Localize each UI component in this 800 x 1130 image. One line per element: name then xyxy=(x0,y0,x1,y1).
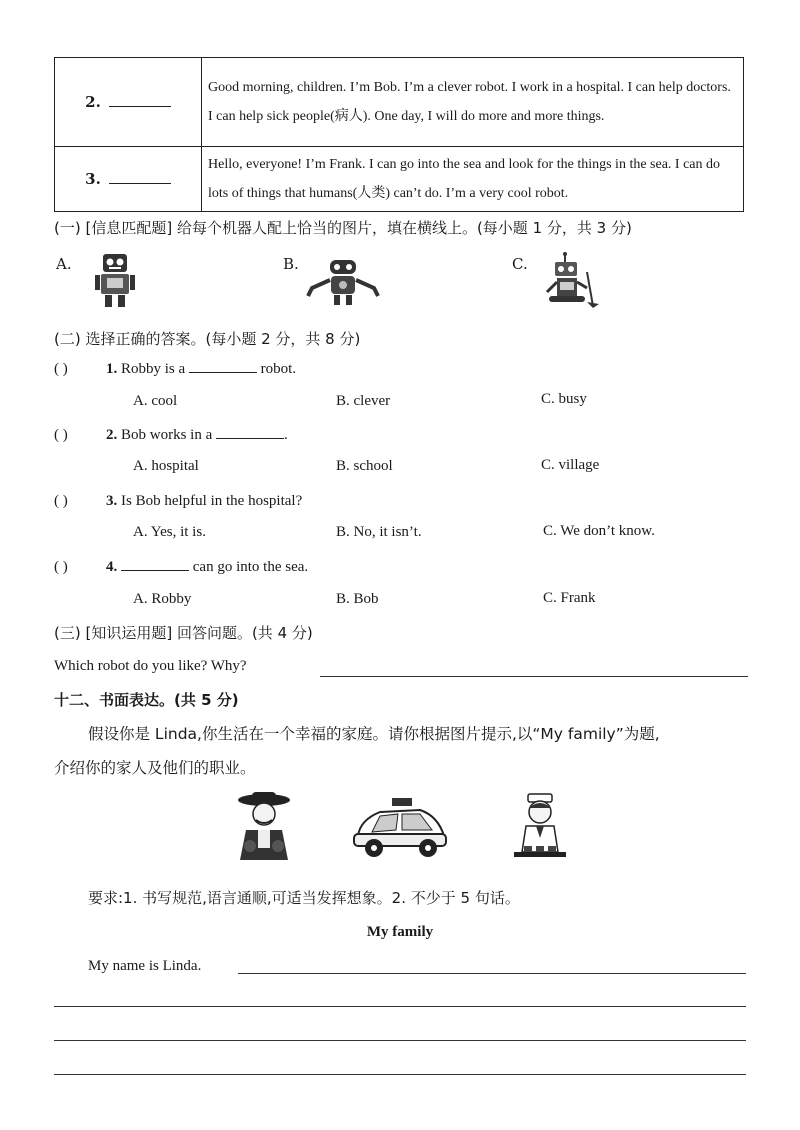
writing-line[interactable] xyxy=(54,1074,746,1075)
question-2: ( ) 2. Bob works in a . xyxy=(54,427,288,443)
writing-line[interactable] xyxy=(54,1040,746,1041)
option-4a[interactable]: A. Robby xyxy=(133,591,192,607)
essay-prompt-line1: 假设你是 Linda,你生活在一个幸福的家庭。请你根据图片提示,以“My family”为题, xyxy=(88,725,660,743)
question-1: ( ) 1. Robby is a robot. xyxy=(54,361,297,377)
answer-blank[interactable] xyxy=(109,171,171,184)
option-1c[interactable]: C. busy xyxy=(541,391,587,407)
row-number-cell xyxy=(55,58,202,147)
option-4c[interactable]: C. Frank xyxy=(543,590,596,606)
essay-requirements: 要求:1. 书写规范,语言通顺,可适当发挥想象。2. 不少于 5 句话。 xyxy=(88,889,520,907)
essay-prompt-line2: 介绍你的家人及他们的职业。 xyxy=(54,759,256,777)
robot-c-image xyxy=(543,252,599,308)
answer-blank[interactable] xyxy=(189,360,257,373)
answer-paren[interactable]: ( ) xyxy=(54,559,68,575)
answer-paren[interactable]: ( ) xyxy=(54,361,68,377)
writing-line[interactable] xyxy=(238,973,746,974)
row-number: 2. xyxy=(85,93,101,111)
answer-paren[interactable]: ( ) xyxy=(54,427,68,443)
waitress-picture xyxy=(510,792,570,864)
row-number: 3. xyxy=(85,170,101,188)
answer-blank[interactable] xyxy=(109,94,171,107)
question-3: ( ) 3. Is Bob helpful in the hospital? xyxy=(54,493,303,509)
essay-start: My name is Linda. xyxy=(88,958,202,974)
robot-a-image xyxy=(94,252,136,308)
option-2a[interactable]: A. hospital xyxy=(133,458,199,474)
section3-question: Which robot do you like? Why? xyxy=(54,658,247,674)
section2-title: (二) 选择正确的答案。(每小题 2 分，共 8 分) xyxy=(54,330,361,348)
option-3c[interactable]: C. We don’t know. xyxy=(543,523,655,539)
section1-title: (一) [信息匹配题] 给每个机器人配上恰当的图片，填在横线上。(每小题 1 分，共 3 分) xyxy=(54,219,632,237)
option-4b[interactable]: B. Bob xyxy=(336,591,379,607)
label-a: A. xyxy=(56,255,72,273)
answer-blank[interactable] xyxy=(216,426,284,439)
taxi-picture xyxy=(350,796,450,860)
answer-blank[interactable] xyxy=(121,558,189,571)
label-c: C. xyxy=(512,255,528,273)
option-3b[interactable]: B. No, it isn’t. xyxy=(336,524,422,540)
option-1b[interactable]: B. clever xyxy=(336,393,391,409)
section3-title: (三) [知识运用题] 回答问题。(共 4 分) xyxy=(54,624,313,642)
section12-title: 十二、书面表达。(共 5 分) xyxy=(54,691,239,709)
robot-b-image xyxy=(306,258,380,306)
option-2c[interactable]: C. village xyxy=(541,457,600,473)
passage-text: Good morning, children. I’m Bob. I’m a clever robot. I work in a hospital. I can help doctors. I can help sick people(病人). One day, I will do more and more things. xyxy=(202,58,744,147)
table-row xyxy=(55,58,744,147)
option-3a[interactable]: A. Yes, it is. xyxy=(133,524,206,540)
option-1a[interactable]: A. cool xyxy=(133,393,178,409)
passage-table xyxy=(54,57,744,212)
passage-text: Hello, everyone! I’m Frank. I can go into the sea and look for the things in the sea. I can do lots of things that humans(人类) can’t do. I’m a very cool robot. xyxy=(202,147,744,212)
answer-line[interactable] xyxy=(320,676,748,677)
option-2b[interactable]: B. school xyxy=(336,458,393,474)
essay-title: My family xyxy=(366,924,434,940)
label-b: B. xyxy=(283,255,299,273)
cook-picture xyxy=(232,790,296,862)
writing-line[interactable] xyxy=(54,1006,746,1007)
answer-paren[interactable]: ( ) xyxy=(54,493,68,509)
row-number-cell xyxy=(55,147,202,212)
table-row xyxy=(55,147,744,212)
question-4: ( ) 4. can go into the sea. xyxy=(54,559,309,575)
